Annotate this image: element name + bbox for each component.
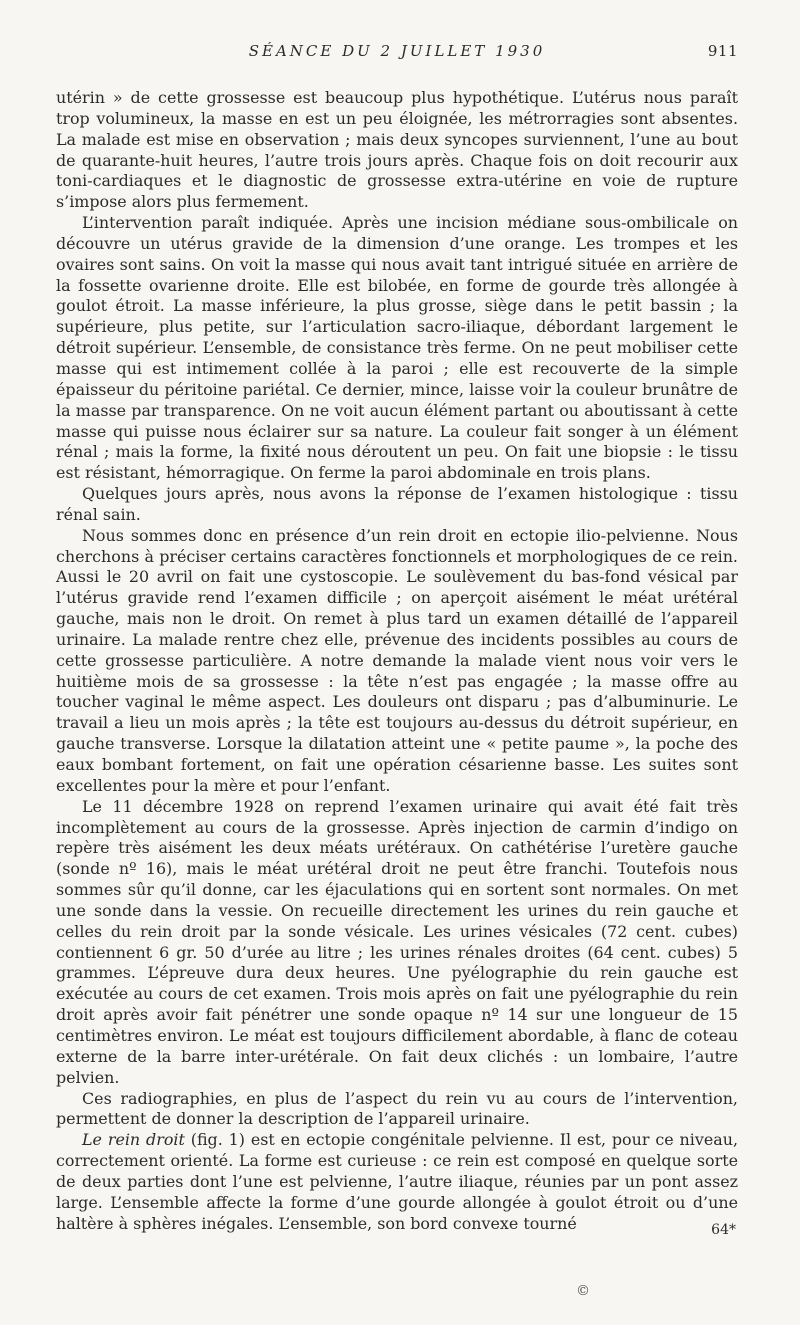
bottom-mark: ©: [576, 1283, 590, 1299]
paragraph-7-italic-lead: Le rein droit: [82, 1130, 185, 1150]
paragraph-5: Le 11 décembre 1928 on reprend l’examen urinaire qui avait été fait très incomplètement au cours de la grossesse. Après injection de carmin d’indigo on repère très aisément les deux méats urétéraux. On cathétérise l’uretère gauche (sonde nº 16), mais le méat urétéral droit ne peut être franchi. Toutefois nous sommes sûr qu’il donne, car les éjaculations qui en sortent sont normales. On met une sonde dans la vessie. On recueille directement les urines du rein gauche et celles du rein droit par la sonde vésicale. Les urines vésicales (72 cent. cubes) contiennent 6 gr. 50 d’urée au litre ; les urines rénales droites (64 cent. cubes) 5 grammes. L’épreuve dura deux heures. Une pyélographie du rein gauche est exécutée au cours de cet examen. Trois mois après on fait une pyélographie du rein droit après avoir fait pénétrer une sonde opaque nº 14 sur une longueur de 15 centimètres environ. Le méat est toujours difficilement abordable, à flanc de coteau externe de la barre inter-urétérale. On fait deux clichés : un lombaire, l’autre pelvien.: [56, 796, 738, 1087]
paragraph-6: Ces radiographies, en plus de l’aspect du rein vu au cours de l’intervention, permettent de donner la description de l’appareil urinaire.: [56, 1088, 738, 1129]
running-header: [56, 42, 738, 66]
header-title: SÉANCE DU 2 JUILLET 1930: [248, 42, 546, 60]
body-text: [56, 88, 738, 1234]
paragraph-2: L’intervention paraît indiquée. Après une incision médiane sous-ombilicale on découvre un utérus gravide de la dimension d’une orange. Les trompes et les ovaires sont sains. On voit la masse qui nous avait tant intrigué située en arrière de la fossette ovarienne droite. Elle est bilobée, en forme de gourde très allongée à goulot étroit. La masse inférieure, la plus grosse, siège dans le petit bassin ; la supérieure, plus petite, sur l’articulation sacro-iliaque, débordant largement le détroit supérieur. L’ensemble, de consistance très ferme. On ne peut mobiliser cette masse qui est intimement collée à la paroi ; elle est recouverte de la simple épaisseur du péritoine pariétal. Ce dernier, mince, laisse voir la couleur brunâtre de la masse par transparence. On ne voit aucun élément partant ou aboutissant à cette masse qui puisse nous éclairer sur sa nature. La couleur fait songer à un élément rénal ; mais la forme, la fixité nous déroutent un peu. On fait une biopsie : le tissu est résistant, hémorragique. On ferme la paroi abdominale en trois plans.: [56, 213, 738, 483]
paragraph-4: Nous sommes donc en présence d’un rein droit en ectopie ilio-pelvienne. Nous cherchons à préciser certains caractères fonctionnels et morphologiques de ce rein. Aussi le 20 avril on fait une cystoscopie. Le soulèvement du bas-fond vésical par l’utérus gravide rend l’examen difficile ; on aperçoit aisément le méat urétéral gauche, mais non le droit. On remet à plus tard un examen détaillé de l’appareil urinaire. La malade rentre chez elle, prévenue des incidents possibles au cours de cette grossesse particulière. A notre demande la malade vient nous voir vers le huitième mois de sa grossesse : la tête n’est pas engagée ; la masse offre au toucher vaginal le même aspect. Les douleurs ont disparu ; pas d’albuminurie. Le travail a lieu un mois après ; la tête est toujours au-dessus du détroit supérieur, en gauche transverse. Lorsque la dilatation atteint une « petite paume », la poche des eaux bombant fortement, on fait une opération césarienne basse. Les suites sont excellentes pour la mère et pour l’enfant.: [56, 525, 738, 795]
page-number: 911: [707, 42, 738, 60]
signature-mark: 64*: [711, 1222, 736, 1238]
paragraph-7-text: (fig. 1) est en ectopie congénitale pelvienne. Il est, pour ce niveau, correctement orienté. La forme est curieuse : ce rein est composé en quelque sorte de deux parties dont l’une est pelvienne, l’autre iliaque, réunies par un pont assez large. L’ensemble affecte la forme d’une gourde allongée à goulot étroit ou d’une haltère à sphères inégales. L’ensemble, son bord convexe tourné: [56, 1130, 738, 1233]
paragraph-3: Quelques jours après, nous avons la réponse de l’examen histologique : tissu rénal sain.: [56, 484, 738, 524]
paragraph-7: [56, 1130, 738, 1234]
paragraph-1: utérin » de cette grossesse est beaucoup plus hypothétique. L’utérus nous paraît trop volumineux, la masse en est un peu éloignée, les métrorragies sont absentes. La malade est mise en observation ; mais deux syncopes surviennent, l’une au bout de quarante-huit heures, l’autre trois jours après. Chaque fois on doit recourir aux toni-cardiaques et le diagnostic de grossesse extra-utérine en voie de rupture s’impose alors plus fermement.: [56, 88, 738, 212]
